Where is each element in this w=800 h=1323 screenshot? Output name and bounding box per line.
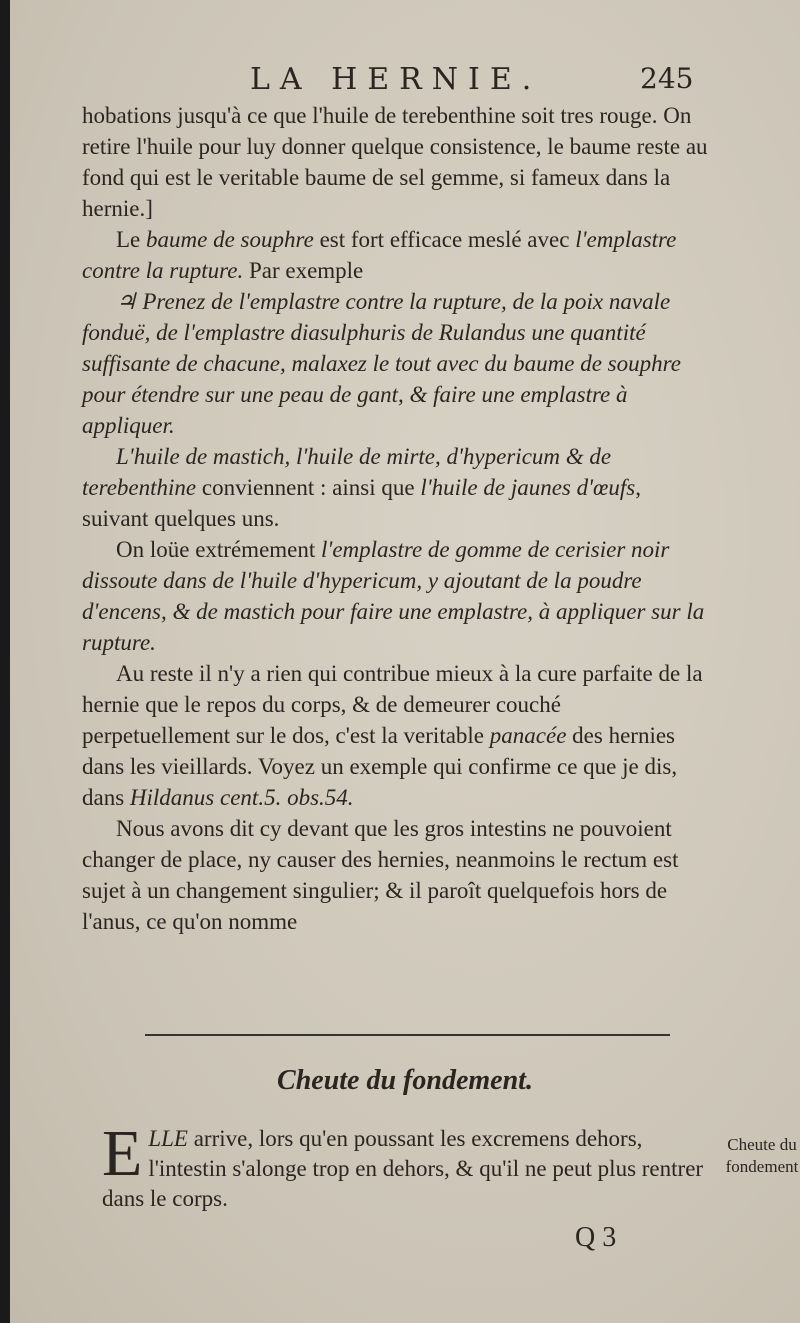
section-title: Cheute du fondement. — [277, 1065, 533, 1096]
section-paragraph — [102, 1117, 722, 1214]
paragraph-recipe — [82, 286, 712, 441]
text-segment: Nous avons dit cy devant que les gros intestins ne pouvoient changer de place, ny causer des hernies, neanmoins le rectum est sujet à un changement singulier; & il paroît quelquefois hors de l'anus, ce qu'on nomme — [82, 816, 679, 934]
italic-segment: l'emplastre de gomme de cerisier noir dissoute dans de l'huile d'hypericum, y ajoutant de la poudre d'encens, & de mastich pour faire une emplastre, à appliquer sur la rupture. — [82, 537, 705, 655]
italic-segment: Hildanus cent.5. obs.54. — [129, 785, 354, 810]
italic-segment: L'huile de mastich, l'huile de mirte, d'hypericum & de terebenthine — [82, 444, 612, 500]
book-page — [10, 0, 800, 1323]
paragraph-rectum — [82, 813, 712, 937]
page-header — [10, 60, 800, 100]
section-divider — [145, 1034, 670, 1036]
paragraph-repos — [82, 658, 712, 813]
running-title: LA HERNIE. — [250, 62, 542, 97]
italic-segment: panacée — [489, 723, 567, 748]
text-segment: Au reste il n'y a rien qui contribue mieux à la cure parfaite de la hernie que le repos du corps, & de demeurer couché perpetuellement sur le dos, c'est la veritable — [82, 661, 703, 748]
text-segment: Le — [116, 227, 147, 252]
page-number: 245 — [640, 62, 694, 95]
text-segment: conviennent : ainsi que — [196, 475, 421, 500]
text-segment: des hernies dans les vieillards. Voyez un exemple qui confirme ce que je dis, dans — [82, 723, 678, 810]
text-segment: est fort efficace meslé avec — [313, 227, 576, 252]
signature-mark: Q 3 — [575, 1222, 617, 1253]
italic-segment: l'huile de jaunes d'œufs — [420, 475, 636, 500]
paragraph-huiles — [82, 441, 712, 534]
text-segment: hobations jusqu'à ce que l'huile de terebenthine soit tres rouge. On retire l'huile pour luy donner quelque consistence, le baume reste au fond qui est le veritable baume de sel gemme, si fameux dans la hernie.] — [82, 103, 708, 221]
section-text: arrive, lors qu'en poussant les excremens dehors, l'intestin s'alonge trop en dehors, & qu'il ne peut plus rentrer dans le corps. — [102, 1126, 704, 1211]
drop-cap: E — [102, 1117, 143, 1190]
paragraph-emplastre-gomme — [82, 534, 712, 658]
italic-segment: ♃ Prenez de l'emplastre contre la rupture, de la poix navale fonduë, de l'emplastre diasulphuris de Rulandus une quantité suffisante de chacune, malaxez le tout avec du baume de souphre pour étendre sur une peau de gant, & faire une emplastre à appliquer. — [82, 289, 681, 438]
text-segment: On loüe extrémement — [116, 537, 322, 562]
italic-segment: l'emplastre contre la rupture. — [82, 227, 677, 283]
paragraph-continuation — [82, 100, 712, 224]
text-segment: Par exemple — [243, 258, 364, 283]
section-lead: LLE — [148, 1126, 188, 1151]
italic-segment: baume de souphre — [146, 227, 314, 252]
paragraph-baume-souphre — [82, 224, 712, 286]
margin-note: Cheute du fondement — [725, 1135, 799, 1176]
body-text — [82, 100, 712, 937]
text-segment: , suivant quelques uns. — [82, 475, 641, 531]
